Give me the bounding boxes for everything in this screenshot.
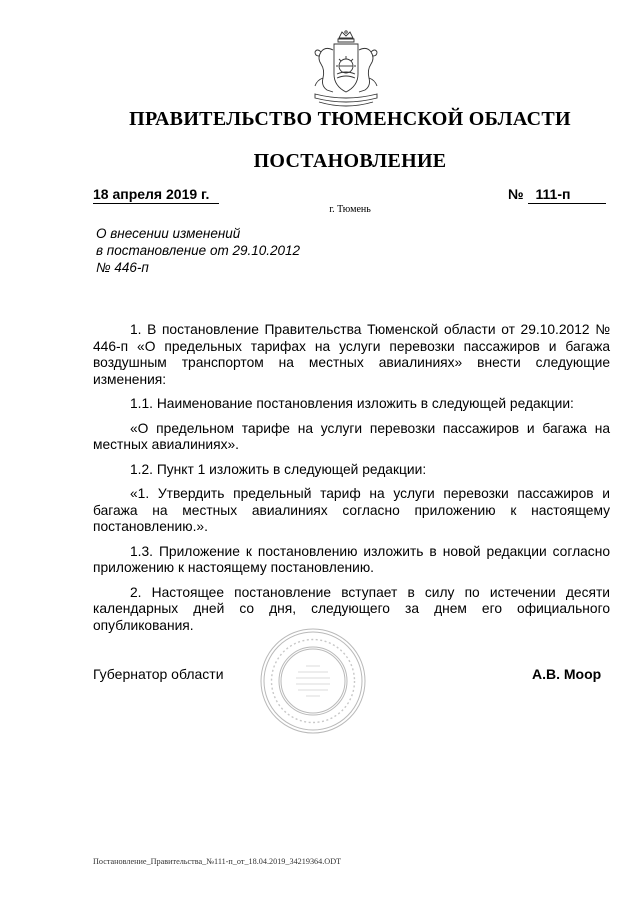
official-seal-stamp	[258, 626, 368, 736]
paragraph: «1. Утвердить предельный тариф на услуги перевозки пассажиров и багажа на местных авиалиниях согласно приложению к настоящему постановлению.».	[93, 486, 610, 534]
document-date: 18 апреля 2019 г.	[93, 186, 219, 204]
subject-line: в постановление от 29.10.2012	[96, 243, 301, 258]
subject-line: О внесении изменений	[96, 226, 241, 241]
paragraph: 1.3. Приложение к постановлению изложить в новой редакции согласно приложению к настоящему постановлению.	[93, 543, 610, 575]
paragraph: 1. В постановление Правительства Тюменской области от 29.10.2012 № 446-п «О предельных тарифах на услуги перевозки пассажиров и багажа воздушным транспортом на местных авиалиниях» внести следующие изменения:	[93, 322, 610, 387]
footer-filename: Постановление_Правительства_№111-п_от_18.04.2019_34219364.ODT	[93, 857, 342, 866]
document-body	[93, 322, 610, 642]
document-subject	[96, 225, 356, 276]
signer-name: А.В. Моор	[532, 666, 602, 682]
number-sign: №	[508, 186, 524, 202]
organization-title: ПРАВИТЕЛЬСТВО ТЮМЕНСКОЙ ОБЛАСТИ	[129, 108, 571, 130]
paragraph: 1.1. Наименование постановления изложить в следующей редакции:	[130, 396, 574, 411]
document-type-title: ПОСТАНОВЛЕНИЕ	[253, 150, 447, 172]
document-number	[508, 186, 606, 204]
paragraph: 2. Настоящее постановление вступает в силу по истечении десяти календарных дней со дня, следующего за днем его официального опубликования.	[93, 584, 610, 633]
paragraph: «О предельном тарифе на услуги перевозки пассажиров и багажа на местных авиалиниях».	[93, 420, 610, 452]
paragraph: 1.2. Пункт 1 изложить в следующей редакции:	[130, 461, 427, 477]
signer-title: Губернатор области	[93, 666, 224, 682]
number-value: 111-п	[528, 186, 606, 204]
subject-line: № 446-п	[96, 260, 149, 275]
city-label: г. Тюмень	[329, 204, 371, 215]
coat-of-arms-icon	[303, 30, 389, 110]
